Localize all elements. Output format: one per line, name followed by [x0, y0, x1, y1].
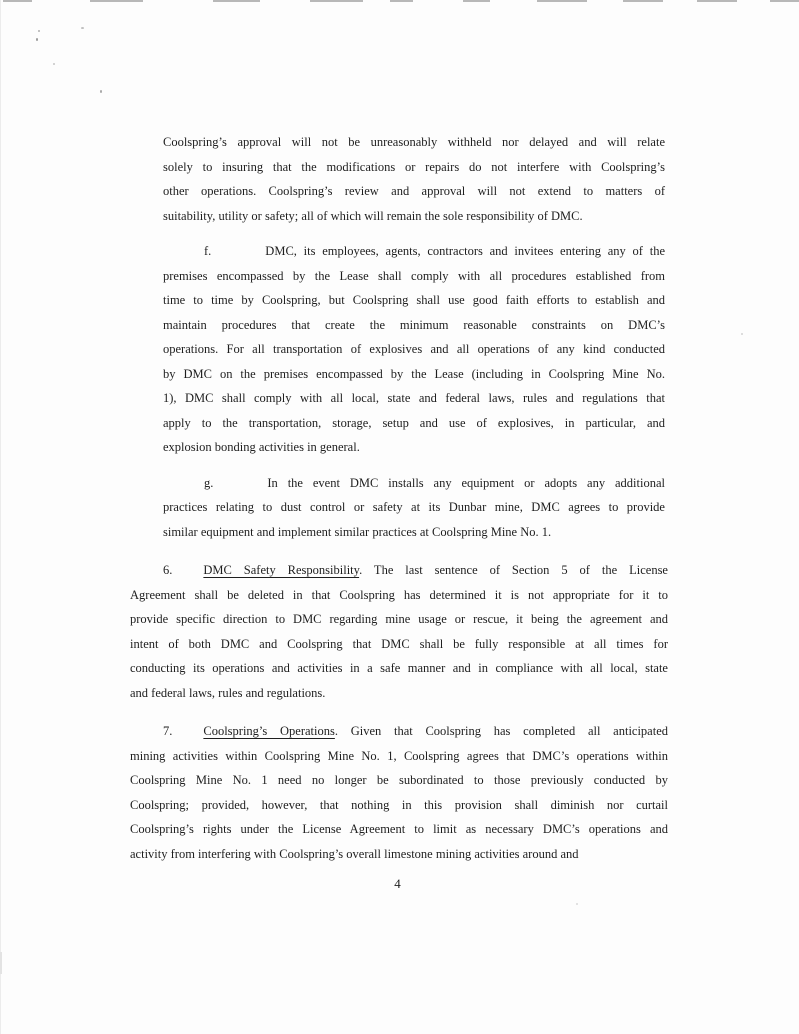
- text-line: intent of both DMC and Coolspring that DMC shall be fully responsible at all times for: [130, 636, 668, 651]
- text-line: g. In the event DMC installs any equipment or adopts any additional: [163, 471, 665, 496]
- paragraph-label: f.: [204, 244, 212, 258]
- text-line: Coolspring; provided, however, that nothing in this provision shall diminish nor curtail: [130, 797, 668, 812]
- first-line-indent: [172, 734, 203, 735]
- scan-artifact-dash: [390, 0, 413, 2]
- text-line: 1), DMC shall comply with all local, state and federal laws, rules and regulations that: [163, 391, 665, 405]
- scan-speck: [53, 63, 55, 65]
- section-paragraph: [130, 558, 668, 705]
- text-line: operations. For all transportation of explosives and all operations of any kind conducted: [163, 342, 665, 356]
- paragraph-label: g.: [204, 475, 214, 490]
- section-heading: Coolspring’s Operations: [203, 724, 335, 738]
- scan-artifact-dash: [537, 0, 587, 2]
- scan-speck: [81, 27, 84, 29]
- paragraph-label: 6.: [163, 563, 173, 577]
- text-line: and federal laws, rules and regulations.: [130, 685, 326, 700]
- text-line: maintain procedures that create the minimum reasonable constraints on DMC’s: [163, 317, 665, 332]
- scan-edge-line: [0, 0, 1, 1034]
- paragraph-label: 7.: [163, 724, 173, 738]
- scan-artifact-dash: [463, 0, 490, 2]
- first-line-indent: [130, 573, 163, 574]
- first-line-indent: [211, 254, 265, 255]
- scan-speck: [36, 38, 38, 41]
- body-paragraph: [163, 130, 665, 228]
- scan-speck: [741, 333, 743, 335]
- text-line: solely to insuring that the modifications or repairs do not interfere with Coolspring’s: [163, 159, 665, 174]
- text-line: suitability, utility or safety; all of which will remain the sole responsibility of DMC.: [163, 208, 583, 223]
- first-line-indent: [163, 486, 204, 487]
- scan-speck: [38, 30, 40, 32]
- text-line: by DMC on the premises encompassed by the Lease (including in Coolspring Mine No.: [163, 366, 665, 381]
- text-line: mining activities within Coolspring Mine No. 1, Coolspring agrees that DMC’s operations within: [130, 748, 668, 763]
- page-number: 4: [394, 876, 401, 891]
- text-line: Coolspring Mine No. 1 need no longer be subordinated to those previously conducted by: [130, 773, 668, 787]
- scan-speck: [0, 952, 2, 974]
- scan-artifact-dash: [3, 0, 32, 2]
- first-line-indent: [213, 486, 267, 487]
- text-line: provide specific direction to DMC regarding mine usage or rescue, it being the agreement and: [130, 612, 668, 626]
- text-line: apply to the transportation, storage, setup and use of explosives, in particular, and: [163, 415, 665, 430]
- text-line: similar equipment and implement similar practices at Coolspring Mine No. 1.: [163, 524, 552, 539]
- text-line: premises encompassed by the Lease shall comply with all procedures established from: [163, 268, 665, 283]
- text-line: Coolspring’s rights under the License Agreement to limit as necessary DMC’s operations and: [130, 822, 668, 836]
- first-line-indent: [130, 734, 163, 735]
- text-line: conducting its operations and activities in a safe manner and in compliance with all local, state: [130, 661, 668, 675]
- scan-speck: [100, 90, 102, 93]
- scan-artifact-dash: [623, 0, 663, 2]
- first-line-indent: [172, 573, 203, 574]
- text-line: explosion bonding activities in general.: [163, 440, 360, 454]
- text-line: 7. Coolspring’s Operations. Given that Coolspring has completed all anticipated: [130, 719, 668, 744]
- sub-paragraph: [163, 239, 665, 460]
- scan-artifact-dash: [770, 0, 799, 2]
- text-line: other operations. Coolspring’s review and approval will not extend to matters of: [163, 184, 665, 198]
- text-line: Agreement shall be deleted in that Coolspring has determined it is not appropriate for it to: [130, 587, 668, 602]
- scan-artifact-dash: [213, 0, 260, 2]
- text-line: practices relating to dust control or safety at its Dunbar mine, DMC agrees to provide: [163, 500, 665, 514]
- section-heading: DMC Safety Responsibility: [203, 563, 360, 577]
- section-paragraph: [130, 719, 668, 866]
- text-line: time to time by Coolspring, but Coolspring shall use good faith efforts to establish and: [163, 293, 665, 307]
- sub-paragraph: [163, 471, 665, 545]
- text-line: f. DMC, its employees, agents, contractors and invitees entering any of the: [163, 239, 665, 264]
- scan-speck: [576, 903, 578, 905]
- scan-artifact-dash: [90, 0, 143, 2]
- text-line: activity from interfering with Coolspring’s overall limestone mining activities around and: [130, 846, 579, 861]
- scan-artifact-dash: [310, 0, 363, 2]
- text-line: 6. DMC Safety Responsibility. The last sentence of Section 5 of the License: [130, 558, 668, 583]
- text-line: Coolspring’s approval will not be unreasonably withheld nor delayed and will relate: [163, 135, 665, 149]
- scan-artifact-dash: [697, 0, 737, 2]
- document-body: [130, 130, 668, 866]
- first-line-indent: [163, 254, 204, 255]
